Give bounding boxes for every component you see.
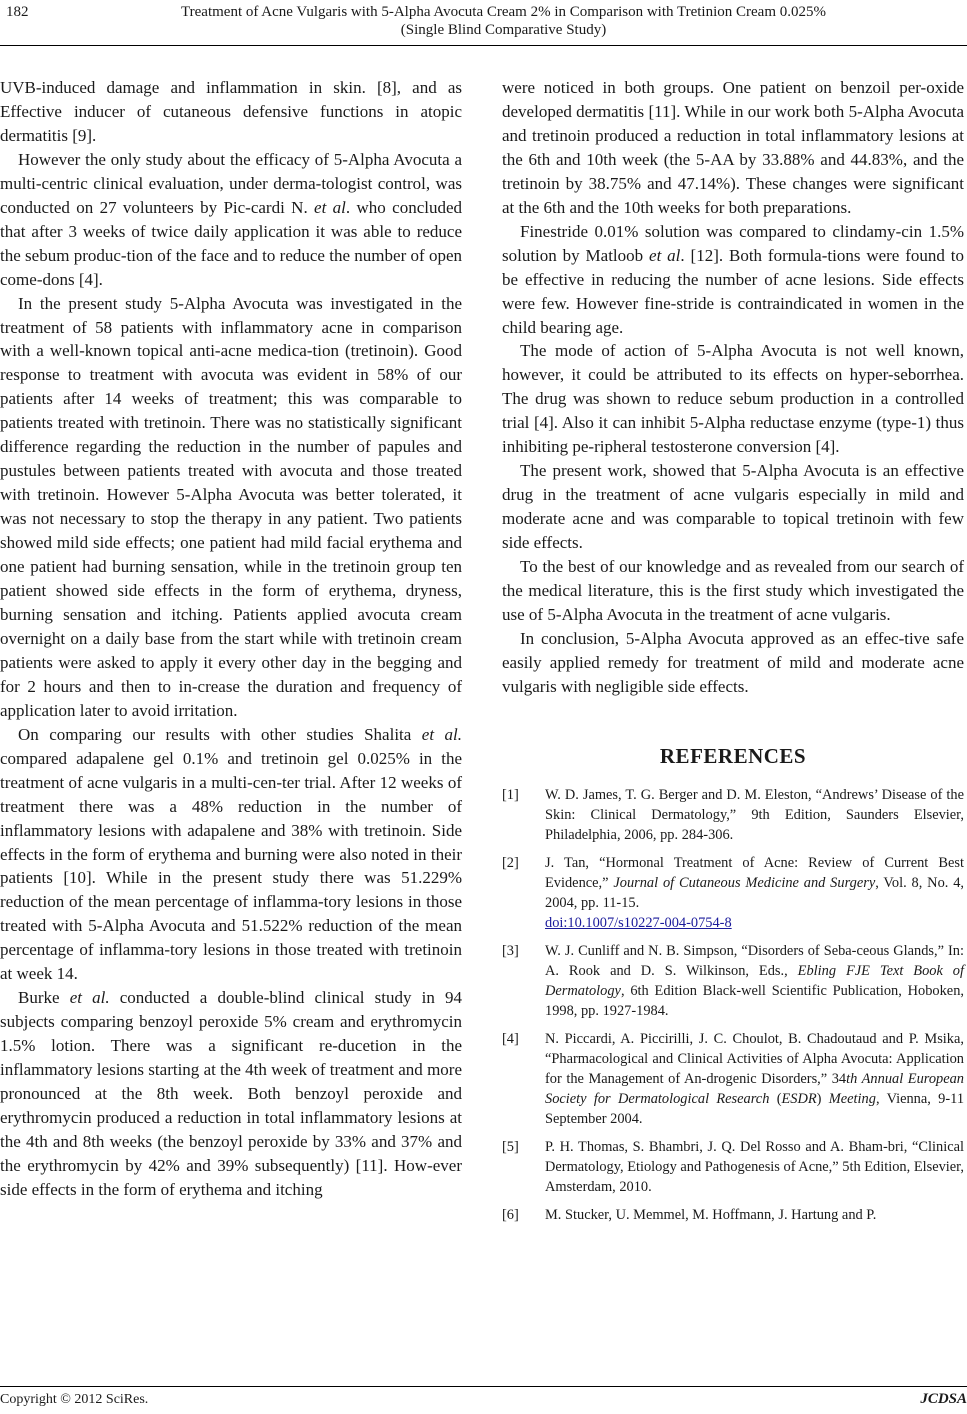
header-divider bbox=[0, 45, 967, 46]
right-column bbox=[502, 76, 964, 1233]
italic-text: et al bbox=[314, 197, 346, 217]
paragraph: were noticed in both groups. One patient on benzoil per-oxide developed dermatitis [11]. While in our work both 5-Alpha Avocuta and tretinoin produced a reduction in total inflammatory lesions at the 6th and 10th week (the 5-AA by 33.88% and 44.83%, and the tretinoin by 38.75% and 47.14%). These changes were significant at the 6th and the 10th weeks for both preparations. bbox=[502, 78, 964, 217]
reference-text-part: W. J. Cunliff and N. B. Simpson, “Disorders of Seba-ceous Glands,” In: A. Rook and D. S. Wilkinson, Eds., bbox=[545, 942, 964, 979]
italic-text: et al. bbox=[421, 724, 462, 744]
reference-text-part: ) bbox=[816, 1090, 829, 1107]
reference-item bbox=[502, 941, 964, 1021]
reference-text bbox=[545, 1029, 964, 1129]
meeting-title: th Annual European Society for Dermatological Research bbox=[545, 1070, 964, 1107]
paragraph-text: . [12]. Both formula-tions were found to be effective in reducing the number of acne lesions. Side effects were few. However fine-stride is contraindicated in women in the child bearing age. bbox=[502, 245, 964, 337]
reference-item bbox=[502, 1205, 964, 1225]
paragraph-text: . who concluded that after 3 weeks of twice daily application it was able to reduce the sebum produc-tion of the face and to reduce the number of open come-dons [4]. bbox=[0, 197, 463, 289]
reference-text bbox=[545, 941, 964, 1021]
footer-divider bbox=[0, 1386, 967, 1387]
reference-item bbox=[502, 853, 964, 933]
running-title-line-2: (Single Blind Comparative Study) bbox=[400, 22, 607, 38]
left-column bbox=[0, 76, 462, 1202]
reference-number: [2] bbox=[502, 854, 519, 871]
reference-text bbox=[545, 853, 964, 933]
paragraph-text: Burke bbox=[18, 988, 70, 1008]
reference-text-part: , 6th Edition Black-well Scientific Publication, Hoboken, 1998, pp. 1927-1984. bbox=[545, 982, 964, 1019]
reference-text-part: , Vienna, 9-11 September 2004. bbox=[545, 1090, 965, 1127]
doi-link[interactable]: doi:10.1007/s10227-004-0754-8 bbox=[545, 914, 732, 931]
reference-number: [6] bbox=[502, 1206, 519, 1223]
journal-abbrev: JCDSA bbox=[920, 1391, 967, 1407]
paragraph-text: On comparing our results with other studies Shalita bbox=[18, 724, 422, 744]
meeting-label: Meeting bbox=[828, 1090, 876, 1107]
references-heading: REFERENCES bbox=[659, 743, 807, 768]
reference-text: W. D. James, T. G. Berger and D. M. Eleston, “Andrews’ Disease of the Skin: Clinical Dermatology,” 9th Edition, Saunders Elsevier, Philadelphia, 2006, pp. 284-306. bbox=[545, 786, 964, 843]
reference-number: [4] bbox=[502, 1030, 519, 1047]
paragraph-text: Finestride 0.01% solution was compared to clindamy-cin 1.5% solution by Matloob bbox=[502, 221, 964, 265]
paragraph: UVB-induced damage and inflammation in skin. [8], and as Effective inducer of cutaneous defensive functions in atopic dermatitis [9]. bbox=[0, 78, 462, 145]
paragraph: The mode of action of 5-Alpha Avocuta is not well known, however, it could be attributed to its effects on hyper-seborrhea. The drug was shown to reduce sebum production in a controlled trial [4]. Also it can inhibit 5-Alpha reductase enzyme (type-1) thus inhibiting pe-ripheral testosterone conversion [4]. bbox=[502, 341, 964, 457]
reference-list bbox=[502, 785, 964, 1225]
paragraph-text: However the only study about the efficacy of 5-Alpha Avocuta a multi-centric clinical evaluation, under derma-tologist control, was conducted on 27 volunteers by Pic-cardi N. bbox=[0, 149, 462, 217]
reference-text: P. H. Thomas, S. Bhambri, J. Q. Del Rosso and A. Bham-bri, “Clinical Dermatology, Etiology and Pathogenesis of Acne,” 5th Edition, Elsevier, Amsterdam, 2010. bbox=[545, 1138, 964, 1195]
paragraph-text: compared adapalene gel 0.1% and tretinoin gel 0.025% in the treatment of acne vulgaris in a multi-cen-ter trial. After 12 weeks of treatment there was a 48% reduction in the number of inflammatory lesions with adapalene and 38% with tretinoin. Side effects in the form of erythema and burning were also noted in their patients [10]. While in the present study there was 51.229% reduction of the mean percentage of inflamma-tory lesions in those treated with 5-Alpha Avocuta and 51.522% reduction of the mean percentage of inflamma-tory lesions in those treated with tretinoin at week 14. bbox=[0, 748, 462, 984]
italic-text: et al bbox=[649, 245, 681, 265]
paragraph-text: conducted a double-blind clinical study in 94 subjects comparing benzoyl peroxide 5% cream and erythromycin 1.5% lotion. There was a significant re-ducetion in the inflammatory lesions starting at the 4th week of treatment and more pronounced at the 8th week. Both benzoyl peroxide and erythromycin produced a reduction in total inflammatory lesions at the 4th and 8th weeks (the benzoyl peroxide by 33% and 37% and the erythromycin by 42% and 39% subsequently) [11]. How-ever side effects in the form of erythema and itching bbox=[0, 988, 462, 1199]
reference-item bbox=[502, 1137, 964, 1197]
reference-text-part: J. Tan, “Hormonal Treatment of Acne: Review of Current Best Evidence,” bbox=[545, 854, 964, 891]
running-title bbox=[40, 3, 967, 39]
reference-text: M. Stucker, U. Memmel, M. Hoffmann, J. Hartung and P. bbox=[545, 1206, 877, 1223]
reference-item bbox=[502, 785, 964, 845]
reference-text-part: ( bbox=[769, 1090, 782, 1107]
reference-number: [1] bbox=[502, 786, 519, 803]
italic-text: et al. bbox=[69, 988, 110, 1008]
page-number: 182 bbox=[6, 4, 29, 20]
reference-number: [3] bbox=[502, 942, 519, 959]
copyright-notice: Copyright © 2012 SciRes. bbox=[0, 1392, 149, 1407]
book-title: Ebling FJE Text Book of Dermatology bbox=[545, 962, 964, 999]
reference-text-part: , Vol. 8, No. 4, 2004, pp. 11-15. bbox=[545, 874, 964, 911]
paragraph: The present work, showed that 5-Alpha Avocuta is an effective drug in the treatment of acne vulgaris especially in mild and moderate acne and was comparable to topical tretinoin with few side effects. bbox=[502, 461, 964, 553]
reference-item bbox=[502, 1029, 964, 1129]
paragraph: To the best of our knowledge and as revealed from our search of the medical literature, this is the first study which investigated the use of 5-Alpha Avocuta in the treatment of acne vulgaris. bbox=[502, 557, 964, 624]
reference-number: [5] bbox=[502, 1138, 519, 1155]
meeting-abbrev: ESDR bbox=[781, 1090, 817, 1107]
paragraph bbox=[0, 723, 462, 986]
journal-title: Journal of Cutaneous Medicine and Surgery bbox=[613, 874, 876, 891]
reference-text-part: N. Piccardi, A. Piccirilli, J. C. Choulot, B. Chadoutaud and P. Msika, “Pharmacological and Clinical Activities of Alpha Avocuta: Application for the Management of An-drogenic Disorders,” 34 bbox=[545, 1030, 964, 1087]
paragraph: In the present study 5-Alpha Avocuta was investigated in the treatment of 58 patients with inflammatory acne in comparison with a well-known topical anti-acne medica-tion (tretinoin). Good response to treatment with avocuta was evident in 58% of our patients after 14 weeks of treatment; this was comparable to patients treated with tretinoin. There was no statistically significant difference regarding the reduction in the number of papules and pustules between patients treated with avocuta and those treated with tretinoin. However 5-Alpha Avocuta was better tolerated, it was not necessary to stop the therapy in any patient. Two patients showed mild side effects; one patient had mild facial erythema and one patient had burning sensation, while in the tretinoin group ten patient showed side effects in the form of erythema, dryness, burning sensation and itching. Patients applied avocuta cream overnight on a daily base from the start while with tretinoin cream patients were asked to apply it every other day in the begging and for 2 hours and then to in-crease the duration and frequency of application later to avoid irritation. bbox=[0, 293, 462, 720]
paragraph bbox=[0, 986, 462, 1202]
paragraph bbox=[502, 220, 964, 340]
paragraph: In conclusion, 5-Alpha Avocuta approved as an effec-tive safe easily applied remedy for treatment of mild and moderate acne vulgaris with negligible side effects. bbox=[502, 628, 964, 696]
running-title-line-1: Treatment of Acne Vulgaris with 5-Alpha Avocuta Cream 2% in Comparison with Tretinion Cream 0.025% bbox=[181, 4, 826, 20]
paragraph bbox=[0, 148, 462, 292]
